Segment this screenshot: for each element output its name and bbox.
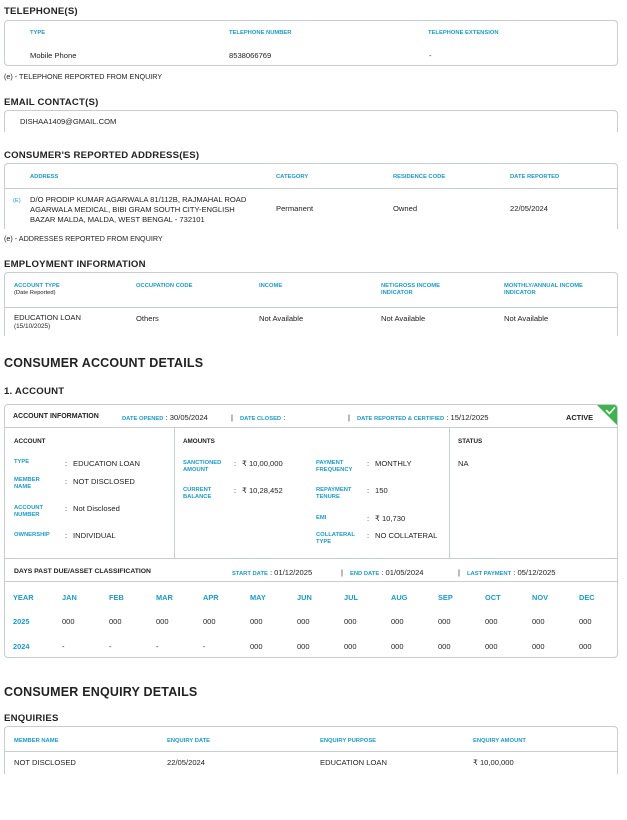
balance-label-2: BALANCE bbox=[183, 494, 212, 501]
type-value: EDUCATION LOAN bbox=[73, 459, 140, 468]
account-details-heading: CONSUMER ACCOUNT DETAILS bbox=[4, 356, 204, 370]
sanctioned-label-1: SANCTIONED bbox=[183, 460, 222, 466]
member-value: NOT DISCLOSED bbox=[73, 477, 135, 486]
tenure-value: 150 bbox=[375, 486, 388, 495]
account-subheading: 1. ACCOUNT bbox=[4, 386, 65, 397]
dpd-cell: 000 bbox=[344, 642, 357, 651]
dpd-cell: 000 bbox=[532, 617, 545, 626]
addr-header-residence: RESIDENCE CODE bbox=[393, 174, 446, 180]
emp-header-monthly-2: INDICATOR bbox=[504, 290, 536, 297]
date-opened-value: : 30/05/2024 bbox=[165, 413, 208, 422]
tenure-label-1: REPAYMENT bbox=[316, 487, 352, 493]
dpd-cell: 000 bbox=[109, 617, 122, 626]
ownership-label: OWNERSHIP bbox=[14, 532, 50, 538]
enq-amount: ₹ 10,00,000 bbox=[473, 758, 514, 767]
enq-member: NOT DISCLOSED bbox=[14, 758, 76, 767]
emp-account-type bbox=[14, 314, 81, 330]
type-colon: : bbox=[65, 459, 68, 468]
dpd-divider-1: | bbox=[341, 568, 343, 577]
account-col-title: ACCOUNT bbox=[14, 438, 46, 445]
dpd-cell: 000 bbox=[532, 642, 545, 651]
date-closed-label: DATE CLOSED bbox=[240, 416, 282, 422]
account-card bbox=[4, 404, 618, 658]
date-opened-label: DATE OPENED bbox=[122, 416, 164, 422]
emi-colon: : bbox=[367, 514, 370, 523]
dpd-month-feb: FEB bbox=[109, 593, 124, 602]
balance-value: ₹ 10,28,452 bbox=[242, 486, 283, 495]
dpd-cell: - bbox=[109, 642, 112, 651]
addr-residence: Owned bbox=[393, 204, 418, 213]
accnum-label-2: NUMBER bbox=[14, 512, 40, 519]
date-closed-value: : bbox=[283, 413, 286, 422]
dpd-cell: 000 bbox=[250, 617, 263, 626]
dpd-end bbox=[350, 568, 424, 578]
dpd-cell: 000 bbox=[485, 642, 498, 651]
emp-account-type-value: EDUCATION LOAN bbox=[14, 313, 81, 322]
dpd-cell: 000 bbox=[438, 642, 451, 651]
account-info-label: ACCOUNT INFORMATION bbox=[13, 413, 99, 420]
accnum-colon: : bbox=[65, 504, 68, 513]
freq-colon: : bbox=[367, 459, 370, 468]
enquiries-subheading: ENQUIRIES bbox=[4, 713, 59, 724]
addresses-note: (e) - ADDRESSES REPORTED FROM ENQUIRY bbox=[4, 234, 163, 243]
dpd-end-value: : 01/05/2024 bbox=[381, 568, 424, 577]
tel-header-extension: TELEPHONE EXTENSION bbox=[428, 30, 499, 36]
enq-header-member: MEMBER NAME bbox=[14, 738, 59, 744]
ownership-value: INDIVIDUAL bbox=[73, 531, 116, 540]
dpd-month-apr: APR bbox=[203, 593, 219, 602]
emp-header-netgross bbox=[381, 283, 440, 297]
email-heading: EMAIL CONTACT(S) bbox=[4, 97, 99, 108]
dpd-cell: 000 bbox=[391, 642, 404, 651]
emp-netgross: Not Available bbox=[381, 314, 426, 323]
balance-label bbox=[183, 487, 211, 501]
dpd-cell: 000 bbox=[297, 617, 310, 626]
status-value: NA bbox=[458, 459, 469, 468]
emp-header-monthly-1: MONTHLY/ANNUAL INCOME bbox=[504, 283, 583, 289]
dpd-last-value: : 05/12/2025 bbox=[513, 568, 556, 577]
emp-header-account-type-label: ACCOUNT TYPE bbox=[14, 283, 60, 289]
date-reported-value: : 15/12/2025 bbox=[446, 413, 489, 422]
enquiry-heading: CONSUMER ENQUIRY DETAILS bbox=[4, 685, 198, 699]
enq-header-amount: ENQUIRY AMOUNT bbox=[473, 738, 526, 744]
employment-heading: EMPLOYMENT INFORMATION bbox=[4, 259, 146, 270]
emp-header-netgross-2: INDICATOR bbox=[381, 290, 413, 297]
enq-date: 22/05/2024 bbox=[167, 758, 206, 767]
dpd-cell: 000 bbox=[250, 642, 263, 651]
dpd-end-label: END DATE bbox=[350, 571, 380, 577]
telephones-heading: TELEPHONE(S) bbox=[4, 6, 78, 17]
dpd-cell: 000 bbox=[391, 617, 404, 626]
addr-header-address: ADDRESS bbox=[30, 174, 59, 180]
freq-label-2: FREQUENCY bbox=[316, 467, 353, 474]
dpd-month-nov: NOV bbox=[532, 593, 549, 602]
type-label: TYPE bbox=[14, 459, 30, 465]
tenure-label bbox=[316, 487, 351, 501]
emp-account-date: (15/10/2025) bbox=[14, 322, 51, 330]
dpd-cell: 000 bbox=[438, 617, 451, 626]
addr-line-1: D/O PRODIP KUMAR AGARWALA 81/112B, RAJMAHAL ROAD bbox=[30, 195, 247, 204]
dpd-month-may: MAY bbox=[250, 593, 266, 602]
dpd-start-value: : 01/12/2025 bbox=[269, 568, 313, 577]
dpd-cell: - bbox=[156, 642, 159, 651]
emp-header-date-reported: (Date Reported) bbox=[14, 290, 56, 297]
tenure-colon: : bbox=[367, 486, 370, 495]
accnum-label bbox=[14, 505, 43, 519]
dpd-month-mar: MAR bbox=[156, 593, 173, 602]
addr-date: 22/05/2024 bbox=[510, 204, 549, 213]
emp-monthly: Not Available bbox=[504, 314, 549, 323]
addr-header-category: CATEGORY bbox=[276, 174, 309, 180]
enq-purpose: EDUCATION LOAN bbox=[320, 758, 387, 767]
addr-category: Permanent bbox=[276, 204, 314, 213]
addr-text bbox=[30, 195, 246, 225]
email-value[interactable]: DISHAA1409@GMAIL.COM bbox=[20, 117, 117, 126]
dpd-divider-2: | bbox=[458, 568, 460, 577]
dpd-month-oct: OCT bbox=[485, 593, 501, 602]
dpd-month-headers bbox=[5, 593, 618, 603]
sanctioned-colon: : bbox=[234, 459, 237, 468]
member-label bbox=[14, 477, 40, 491]
emp-header-occupation: OCCUPATION CODE bbox=[136, 283, 193, 289]
dpd-cell: 000 bbox=[156, 617, 169, 626]
dpd-month-jan: JAN bbox=[62, 593, 77, 602]
dpd-cell: 000 bbox=[62, 617, 75, 626]
dpd-cell: 000 bbox=[485, 617, 498, 626]
sanctioned-value: ₹ 10,00,000 bbox=[242, 459, 283, 468]
status-col-title: STATUS bbox=[458, 438, 483, 445]
collateral-value: NO COLLATERAL bbox=[375, 531, 438, 540]
dpd-cell: 000 bbox=[344, 617, 357, 626]
divider-2: | bbox=[348, 413, 350, 422]
dpd-cell: 000 bbox=[297, 642, 310, 651]
dpd-cell: 000 bbox=[203, 617, 216, 626]
collateral-label-2: TYPE bbox=[316, 539, 332, 546]
dpd-last bbox=[467, 568, 555, 578]
dpd-start bbox=[232, 568, 312, 578]
active-check-icon bbox=[596, 404, 618, 426]
dpd-month-jun: JUN bbox=[297, 593, 312, 602]
collateral-colon: : bbox=[367, 531, 370, 540]
date-opened bbox=[122, 413, 208, 423]
dpd-last-label: LAST PAYMENT bbox=[467, 571, 512, 577]
emp-occupation: Others bbox=[136, 314, 159, 323]
member-colon: : bbox=[65, 477, 68, 486]
dpd-cell: - bbox=[62, 642, 65, 651]
emi-label: EMI bbox=[316, 515, 327, 521]
addr-line-3: BAZAR MALDA, MALDA, WEST BENGAL - 732101 bbox=[30, 214, 205, 224]
emp-header-netgross-1: NET/GROSS INCOME bbox=[381, 283, 440, 289]
addr-enquiry-marker: (E) bbox=[13, 198, 21, 204]
telephones-note: (e) - TELEPHONE REPORTED FROM ENQUIRY bbox=[4, 72, 163, 81]
telephones-table bbox=[4, 20, 618, 66]
employment-table bbox=[4, 272, 618, 336]
balance-colon: : bbox=[234, 486, 237, 495]
dpd-cell: - bbox=[203, 642, 206, 651]
divider-1: | bbox=[231, 413, 233, 422]
accnum-label-1: ACCOUNT bbox=[14, 505, 43, 511]
sanctioned-label-2: AMOUNT bbox=[183, 467, 209, 474]
freq-label bbox=[316, 460, 352, 474]
dpd-rows bbox=[5, 617, 618, 657]
emp-header-account-type bbox=[14, 283, 60, 297]
freq-label-1: PAYMENT bbox=[316, 460, 344, 466]
dpd-year-2024: 2024 bbox=[13, 642, 30, 651]
dpd-title: DAYS PAST DUE/ASSET CLASSIFICATION bbox=[14, 568, 151, 575]
tel-header-type: TYPE bbox=[30, 30, 46, 36]
collateral-label bbox=[316, 532, 355, 546]
date-reported-label: DATE REPORTED & CERTIFIED bbox=[357, 416, 445, 422]
dpd-month-sep: SEP bbox=[438, 593, 453, 602]
member-label-2: NAME bbox=[14, 484, 32, 491]
accnum-value: Not Disclosed bbox=[73, 504, 120, 513]
dpd-start-label: START DATE bbox=[232, 571, 268, 577]
freq-value: MONTHLY bbox=[375, 459, 412, 468]
tel-header-number: TELEPHONE NUMBER bbox=[229, 30, 292, 36]
sanctioned-label bbox=[183, 460, 221, 474]
enq-header-date: ENQUIRY DATE bbox=[167, 738, 211, 744]
enquiry-table bbox=[4, 726, 618, 774]
balance-label-1: CURRENT bbox=[183, 487, 212, 493]
dpd-cell: 000 bbox=[579, 642, 592, 651]
tenure-label-2: TENURE bbox=[316, 494, 340, 501]
addr-line-2: AGARWALA MEDICAL, BIBI GRAM SOUTH CITY-ENGLISH bbox=[30, 204, 235, 214]
emp-income: Not Available bbox=[259, 314, 304, 323]
amounts-col-title: AMOUNTS bbox=[183, 438, 215, 445]
addresses-heading: CONSUMER'S REPORTED ADDRESS(ES) bbox=[4, 150, 200, 161]
date-closed bbox=[240, 413, 285, 423]
tel-number: 8538066769 bbox=[229, 51, 272, 60]
status-badge: ACTIVE bbox=[566, 413, 594, 422]
collateral-label-1: COLLATERAL bbox=[316, 532, 355, 538]
dpd-month-dec: DEC bbox=[579, 593, 595, 602]
enq-header-purpose: ENQUIRY PURPOSE bbox=[320, 738, 377, 744]
tel-extension: - bbox=[429, 51, 432, 60]
ownership-colon: : bbox=[65, 531, 68, 540]
emp-header-monthly bbox=[504, 283, 583, 297]
dpd-cell: 000 bbox=[579, 617, 592, 626]
emi-value: ₹ 10,730 bbox=[375, 514, 406, 523]
emp-header-income: INCOME bbox=[259, 283, 283, 289]
addr-header-date: DATE REPORTED bbox=[510, 174, 560, 180]
member-label-1: MEMBER bbox=[14, 477, 40, 483]
dpd-month-jul: JUL bbox=[344, 593, 358, 602]
dpd-year-2025: 2025 bbox=[13, 617, 30, 626]
email-box bbox=[4, 110, 618, 132]
tel-type: Mobile Phone bbox=[30, 51, 77, 60]
date-reported bbox=[357, 413, 489, 423]
addresses-table bbox=[4, 163, 618, 229]
dpd-month-aug: AUG bbox=[391, 593, 408, 602]
dpd-year-header: YEAR bbox=[13, 593, 34, 602]
